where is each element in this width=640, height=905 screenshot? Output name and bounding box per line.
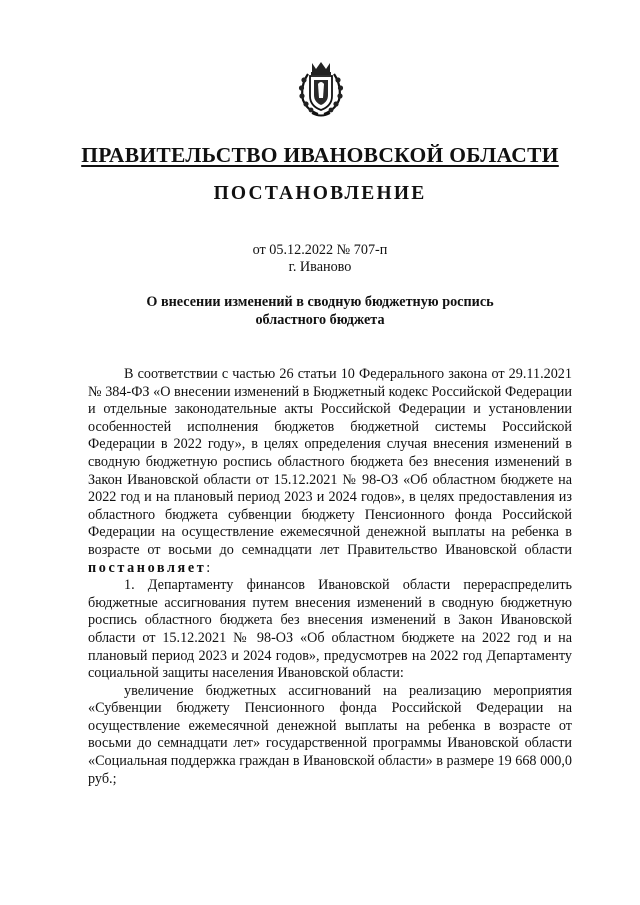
paragraph-intro xyxy=(88,366,572,577)
paragraph-item-1: 1. Департаменту финансов Ивановской области перераспределить бюджетные ассигнования путем внесения изменений в сводную бюджетную роспись областного бюджета без внесения изменений в Закон Ивановской области от 15.12.2021 № 98-ОЗ «Об областном бюджете на 2022 год и на плановый период 2023 и 2024 годов», предусмотрев на 2022 год Департаменту социальной защиты населения Ивановской области: xyxy=(88,577,572,682)
title-line-2: областного бюджета xyxy=(255,311,385,328)
city: г. Иваново xyxy=(288,259,352,275)
date-block xyxy=(0,242,640,276)
date-number: от 05.12.2022 № 707-п xyxy=(252,242,388,258)
document-title xyxy=(0,294,640,329)
title-line-1: О внесении изменений в сводную бюджетную роспись xyxy=(146,294,494,310)
decree-colon: : xyxy=(206,559,211,576)
document-type: ПОСТАНОВЛЕНИЕ xyxy=(213,183,427,204)
decree-word: постановляет xyxy=(88,559,207,576)
ivanovo-coat-of-arms-icon xyxy=(298,60,344,118)
organization-name: ПРАВИТЕЛЬСТВО ИВАНОВСКОЙ ОБЛАСТИ xyxy=(81,143,559,167)
paragraph-item-2: увеличение бюджетных ассигнований на реализацию мероприятия «Субвенции бюджету Пенсионного фонда Российской Федерации на осуществление ежемесячной денежной выплаты на ребенка в возрасте от восьми до семнадцати лет» государственной программы Ивановской области «Социальная поддержка граждан в Ивановской области» в размере 19 668 000,0 руб.; xyxy=(88,682,572,787)
document-body xyxy=(88,366,572,788)
intro-text: В соответствии с частью 26 статьи 10 Федерального закона от 29.11.2021 № 384-ФЗ «О внесении изменений в Бюджетный кодекс Российской Федерации и отдельные законодательные акты Российской Федерации и установлении особенностей исполнения бюджетов бюджетной системы Российской Федерации в 2022 году», в целях определения случая внесения изменений в сводную бюджетную роспись областного бюджета без внесения изменений в Закон Ивановской области от 15.12.2021 № 98-ОЗ «Об областном бюджете на 2022 год и на плановый период 2023 и 2024 годов», в целях предоставления из областного бюджета субвенции бюджету Пенсионного фонда Российской Федерации на осуществление ежемесячной денежной выплаты на ребенка в возрасте от восьми до семнадцати лет Правительство Ивановской области xyxy=(88,366,572,558)
